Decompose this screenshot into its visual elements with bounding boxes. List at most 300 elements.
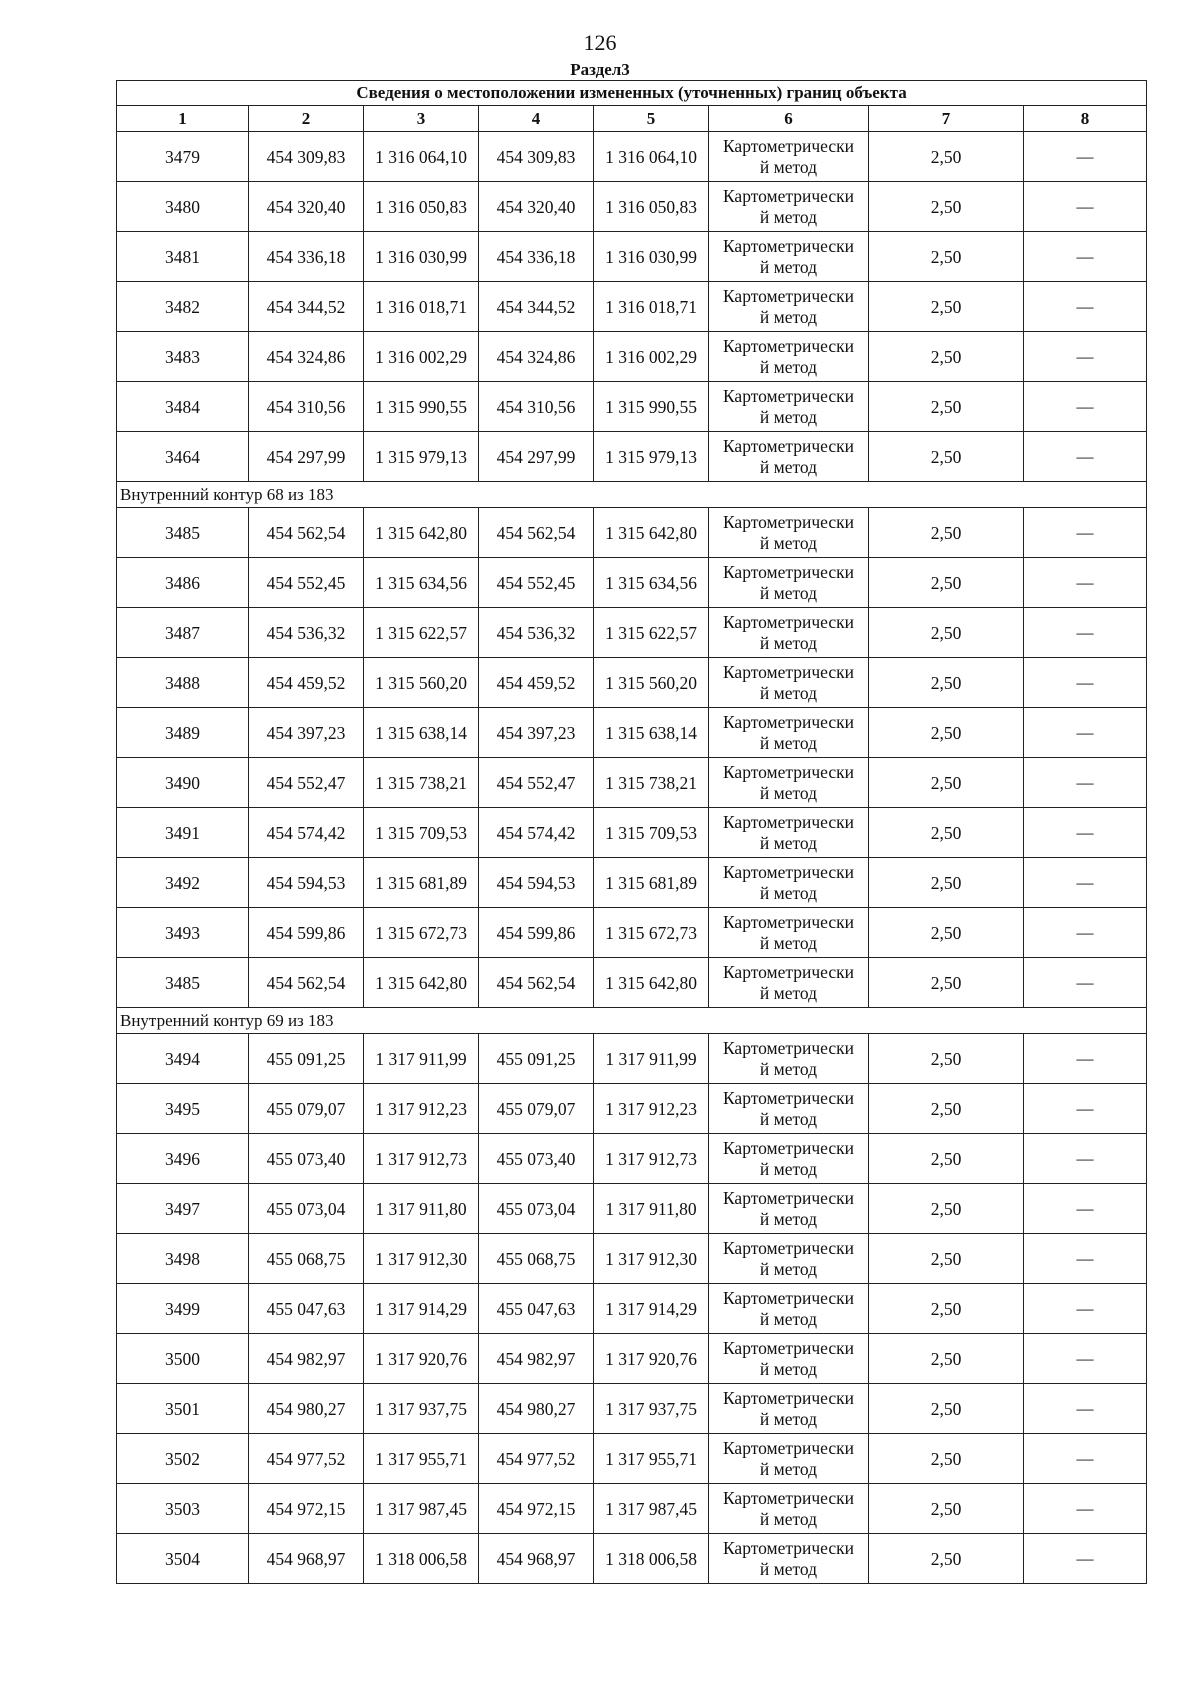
method-cell	[709, 432, 869, 482]
y-old-cell: 1 315 979,13	[364, 432, 479, 482]
x-new-cell: 454 309,83	[479, 132, 594, 182]
method-cell	[709, 808, 869, 858]
point-number-cell: 3495	[117, 1084, 249, 1134]
y-new-cell: 1 315 642,80	[594, 508, 709, 558]
y-new-cell: 1 317 937,75	[594, 1384, 709, 1434]
accuracy-cell: 2,50	[869, 282, 1024, 332]
y-new-cell: 1 317 912,30	[594, 1234, 709, 1284]
y-new-cell: 1 315 672,73	[594, 908, 709, 958]
x-old-cell: 454 574,42	[249, 808, 364, 858]
y-new-cell: 1 315 638,14	[594, 708, 709, 758]
point-number-cell: 3481	[117, 232, 249, 282]
x-new-cell: 455 073,40	[479, 1134, 594, 1184]
method-line: Картометрически	[722, 185, 855, 206]
table-row	[117, 558, 1147, 608]
method-line: й метод	[759, 306, 818, 327]
page-number: 126	[583, 30, 617, 55]
accuracy-cell: 2,50	[869, 182, 1024, 232]
y-old-cell: 1 315 672,73	[364, 908, 479, 958]
point-number-cell: 3488	[117, 658, 249, 708]
point-number-cell: 3489	[117, 708, 249, 758]
table-row	[117, 1234, 1147, 1284]
method-cell	[709, 858, 869, 908]
table-row	[117, 1284, 1147, 1334]
y-old-cell: 1 317 912,30	[364, 1234, 479, 1284]
table-row	[117, 282, 1147, 332]
method-line: й метод	[759, 932, 818, 953]
accuracy-cell: 2,50	[869, 1184, 1024, 1234]
column-header: 8	[1024, 106, 1147, 132]
accuracy-cell: 2,50	[869, 232, 1024, 282]
x-old-cell: 454 344,52	[249, 282, 364, 332]
table-row	[117, 382, 1147, 432]
contour-label: Внутренний контур 68 из 183	[117, 482, 1147, 508]
y-old-cell: 1 315 634,56	[364, 558, 479, 608]
point-number-cell: 3492	[117, 858, 249, 908]
description-cell: —	[1024, 908, 1147, 958]
contour-label: Внутренний контур 69 из 183	[117, 1008, 1147, 1034]
section-title: Раздел3	[570, 60, 630, 79]
x-new-cell: 454 459,52	[479, 658, 594, 708]
method-line: й метод	[759, 1458, 818, 1479]
description-cell: —	[1024, 432, 1147, 482]
x-new-cell: 454 980,27	[479, 1384, 594, 1434]
x-old-cell: 454 397,23	[249, 708, 364, 758]
y-new-cell: 1 315 738,21	[594, 758, 709, 808]
description-cell: —	[1024, 1234, 1147, 1284]
table-row	[117, 1334, 1147, 1384]
y-old-cell: 1 316 030,99	[364, 232, 479, 282]
y-old-cell: 1 315 642,80	[364, 958, 479, 1008]
method-line: й метод	[759, 682, 818, 703]
description-cell: —	[1024, 858, 1147, 908]
description-cell: —	[1024, 958, 1147, 1008]
method-cell	[709, 958, 869, 1008]
method-cell	[709, 332, 869, 382]
y-old-cell: 1 317 911,80	[364, 1184, 479, 1234]
boundary-table	[116, 80, 1147, 1584]
point-number-cell: 3486	[117, 558, 249, 608]
y-old-cell: 1 317 937,75	[364, 1384, 479, 1434]
accuracy-cell: 2,50	[869, 382, 1024, 432]
method-line: Картометрически	[722, 911, 855, 932]
y-old-cell: 1 317 912,23	[364, 1084, 479, 1134]
method-line: Картометрически	[722, 761, 855, 782]
y-new-cell: 1 315 642,80	[594, 958, 709, 1008]
x-old-cell: 454 324,86	[249, 332, 364, 382]
table-row	[117, 958, 1147, 1008]
x-new-cell: 454 599,86	[479, 908, 594, 958]
description-cell: —	[1024, 608, 1147, 658]
table-row	[117, 232, 1147, 282]
description-cell: —	[1024, 1334, 1147, 1384]
y-new-cell: 1 316 030,99	[594, 232, 709, 282]
method-line: й метод	[759, 1508, 818, 1529]
y-old-cell: 1 317 987,45	[364, 1484, 479, 1534]
point-number-cell: 3498	[117, 1234, 249, 1284]
y-old-cell: 1 317 920,76	[364, 1334, 479, 1384]
method-cell	[709, 1284, 869, 1334]
method-cell	[709, 908, 869, 958]
y-new-cell: 1 317 914,29	[594, 1284, 709, 1334]
accuracy-cell: 2,50	[869, 332, 1024, 382]
x-old-cell: 454 552,47	[249, 758, 364, 808]
table-row	[117, 908, 1147, 958]
column-header: 1	[117, 106, 249, 132]
table-row	[117, 132, 1147, 182]
x-new-cell: 454 310,56	[479, 382, 594, 432]
contour-header-row	[117, 1008, 1147, 1034]
x-new-cell: 454 344,52	[479, 282, 594, 332]
column-header: 7	[869, 106, 1024, 132]
x-old-cell: 455 047,63	[249, 1284, 364, 1334]
method-line: Картометрически	[722, 1037, 855, 1058]
method-cell	[709, 608, 869, 658]
accuracy-cell: 2,50	[869, 958, 1024, 1008]
table-row	[117, 608, 1147, 658]
x-old-cell: 454 552,45	[249, 558, 364, 608]
method-line: Картометрически	[722, 1487, 855, 1508]
accuracy-cell: 2,50	[869, 1134, 1024, 1184]
y-new-cell: 1 317 955,71	[594, 1434, 709, 1484]
column-header-row	[117, 106, 1147, 132]
method-line: й метод	[759, 406, 818, 427]
method-line: Картометрически	[722, 661, 855, 682]
method-line: й метод	[759, 832, 818, 853]
description-cell: —	[1024, 808, 1147, 858]
x-new-cell: 454 552,47	[479, 758, 594, 808]
method-line: й метод	[759, 1408, 818, 1429]
point-number-cell: 3479	[117, 132, 249, 182]
x-new-cell: 455 073,04	[479, 1184, 594, 1234]
y-new-cell: 1 315 990,55	[594, 382, 709, 432]
x-new-cell: 454 977,52	[479, 1434, 594, 1484]
point-number-cell: 3501	[117, 1384, 249, 1434]
accuracy-cell: 2,50	[869, 708, 1024, 758]
accuracy-cell: 2,50	[869, 1084, 1024, 1134]
y-old-cell: 1 318 006,58	[364, 1534, 479, 1584]
description-cell: —	[1024, 1434, 1147, 1484]
method-line: й метод	[759, 732, 818, 753]
x-new-cell: 454 968,97	[479, 1534, 594, 1584]
method-line: Картометрически	[722, 235, 855, 256]
x-old-cell: 455 068,75	[249, 1234, 364, 1284]
method-cell	[709, 1234, 869, 1284]
accuracy-cell: 2,50	[869, 1284, 1024, 1334]
accuracy-cell: 2,50	[869, 1434, 1024, 1484]
method-line: й метод	[759, 1258, 818, 1279]
accuracy-cell: 2,50	[869, 658, 1024, 708]
y-old-cell: 1 316 050,83	[364, 182, 479, 232]
x-new-cell: 455 068,75	[479, 1234, 594, 1284]
y-new-cell: 1 315 622,57	[594, 608, 709, 658]
table-caption: Сведения о местоположении измененных (уточненных) границ объекта	[117, 81, 1147, 106]
method-line: Картометрически	[722, 1537, 855, 1558]
description-cell: —	[1024, 1534, 1147, 1584]
y-old-cell: 1 315 738,21	[364, 758, 479, 808]
table-row	[117, 182, 1147, 232]
y-new-cell: 1 317 912,73	[594, 1134, 709, 1184]
y-new-cell: 1 315 681,89	[594, 858, 709, 908]
x-old-cell: 454 297,99	[249, 432, 364, 482]
point-number-cell: 3497	[117, 1184, 249, 1234]
method-line: Картометрически	[722, 861, 855, 882]
description-cell: —	[1024, 1384, 1147, 1434]
x-old-cell: 454 336,18	[249, 232, 364, 282]
y-old-cell: 1 316 064,10	[364, 132, 479, 182]
x-old-cell: 454 982,97	[249, 1334, 364, 1384]
description-cell: —	[1024, 1284, 1147, 1334]
x-new-cell: 454 324,86	[479, 332, 594, 382]
point-number-cell: 3504	[117, 1534, 249, 1584]
method-line: Картометрически	[722, 1287, 855, 1308]
method-line: Картометрически	[722, 1087, 855, 1108]
point-number-cell: 3494	[117, 1034, 249, 1084]
table-row	[117, 1134, 1147, 1184]
x-old-cell: 454 459,52	[249, 658, 364, 708]
x-old-cell: 454 320,40	[249, 182, 364, 232]
description-cell: —	[1024, 658, 1147, 708]
method-cell	[709, 1484, 869, 1534]
method-line: Картометрически	[722, 285, 855, 306]
method-cell	[709, 1534, 869, 1584]
method-cell	[709, 758, 869, 808]
point-number-cell: 3482	[117, 282, 249, 332]
y-new-cell: 1 315 709,53	[594, 808, 709, 858]
table-row	[117, 432, 1147, 482]
method-cell	[709, 1434, 869, 1484]
method-line: й метод	[759, 356, 818, 377]
description-cell: —	[1024, 132, 1147, 182]
y-old-cell: 1 315 560,20	[364, 658, 479, 708]
x-old-cell: 454 562,54	[249, 508, 364, 558]
table-row	[117, 1484, 1147, 1534]
x-old-cell: 454 968,97	[249, 1534, 364, 1584]
table-row	[117, 858, 1147, 908]
point-number-cell: 3500	[117, 1334, 249, 1384]
x-new-cell: 454 297,99	[479, 432, 594, 482]
x-old-cell: 454 599,86	[249, 908, 364, 958]
method-line: Картометрически	[722, 1137, 855, 1158]
y-new-cell: 1 317 911,99	[594, 1034, 709, 1084]
method-line: Картометрически	[722, 1337, 855, 1358]
y-new-cell: 1 315 634,56	[594, 558, 709, 608]
method-cell	[709, 1034, 869, 1084]
method-cell	[709, 232, 869, 282]
y-old-cell: 1 316 018,71	[364, 282, 479, 332]
y-old-cell: 1 315 681,89	[364, 858, 479, 908]
x-old-cell: 454 310,56	[249, 382, 364, 432]
description-cell: —	[1024, 1134, 1147, 1184]
method-cell	[709, 658, 869, 708]
method-cell	[709, 558, 869, 608]
accuracy-cell: 2,50	[869, 1384, 1024, 1434]
description-cell: —	[1024, 708, 1147, 758]
x-old-cell: 455 079,07	[249, 1084, 364, 1134]
y-new-cell: 1 317 920,76	[594, 1334, 709, 1384]
point-number-cell: 3485	[117, 958, 249, 1008]
point-number-cell: 3485	[117, 508, 249, 558]
description-cell: —	[1024, 1184, 1147, 1234]
method-line: Картометрически	[722, 811, 855, 832]
method-line: Картометрически	[722, 961, 855, 982]
y-old-cell: 1 315 622,57	[364, 608, 479, 658]
y-new-cell: 1 317 911,80	[594, 1184, 709, 1234]
description-cell: —	[1024, 232, 1147, 282]
method-line: Картометрически	[722, 335, 855, 356]
x-old-cell: 454 977,52	[249, 1434, 364, 1484]
x-new-cell: 454 972,15	[479, 1484, 594, 1534]
point-number-cell: 3503	[117, 1484, 249, 1534]
method-cell	[709, 382, 869, 432]
method-line: Картометрически	[722, 511, 855, 532]
x-new-cell: 454 594,53	[479, 858, 594, 908]
column-header: 3	[364, 106, 479, 132]
method-line: Картометрически	[722, 1437, 855, 1458]
x-old-cell: 454 980,27	[249, 1384, 364, 1434]
y-new-cell: 1 316 064,10	[594, 132, 709, 182]
x-old-cell: 454 972,15	[249, 1484, 364, 1534]
x-old-cell: 454 309,83	[249, 132, 364, 182]
x-old-cell: 455 073,40	[249, 1134, 364, 1184]
x-new-cell: 455 047,63	[479, 1284, 594, 1334]
method-line: й метод	[759, 982, 818, 1003]
method-line: Картометрически	[722, 611, 855, 632]
method-cell	[709, 132, 869, 182]
method-line: й метод	[759, 582, 818, 603]
accuracy-cell: 2,50	[869, 558, 1024, 608]
y-new-cell: 1 317 912,23	[594, 1084, 709, 1134]
method-cell	[709, 1134, 869, 1184]
method-line: й метод	[759, 1558, 818, 1579]
point-number-cell: 3493	[117, 908, 249, 958]
y-new-cell: 1 315 979,13	[594, 432, 709, 482]
column-header: 6	[709, 106, 869, 132]
x-new-cell: 454 336,18	[479, 232, 594, 282]
table-row	[117, 658, 1147, 708]
method-line: Картометрически	[722, 561, 855, 582]
method-cell	[709, 708, 869, 758]
y-new-cell: 1 316 050,83	[594, 182, 709, 232]
method-line: й метод	[759, 1308, 818, 1329]
contour-header-row	[117, 482, 1147, 508]
description-cell: —	[1024, 282, 1147, 332]
point-number-cell: 3502	[117, 1434, 249, 1484]
x-new-cell: 454 562,54	[479, 958, 594, 1008]
accuracy-cell: 2,50	[869, 508, 1024, 558]
y-old-cell: 1 315 709,53	[364, 808, 479, 858]
table-row	[117, 808, 1147, 858]
accuracy-cell: 2,50	[869, 858, 1024, 908]
point-number-cell: 3483	[117, 332, 249, 382]
method-line: й метод	[759, 1358, 818, 1379]
method-line: Картометрически	[722, 1187, 855, 1208]
table-row	[117, 1084, 1147, 1134]
point-number-cell: 3491	[117, 808, 249, 858]
method-line: Картометрически	[722, 1387, 855, 1408]
accuracy-cell: 2,50	[869, 1034, 1024, 1084]
x-new-cell: 454 574,42	[479, 808, 594, 858]
table-row	[117, 758, 1147, 808]
y-old-cell: 1 317 912,73	[364, 1134, 479, 1184]
description-cell: —	[1024, 758, 1147, 808]
method-line: й метод	[759, 256, 818, 277]
accuracy-cell: 2,50	[869, 1234, 1024, 1284]
point-number-cell: 3496	[117, 1134, 249, 1184]
x-old-cell: 455 091,25	[249, 1034, 364, 1084]
x-old-cell: 455 073,04	[249, 1184, 364, 1234]
accuracy-cell: 2,50	[869, 432, 1024, 482]
method-line: Картометрически	[722, 385, 855, 406]
method-cell	[709, 282, 869, 332]
x-new-cell: 455 079,07	[479, 1084, 594, 1134]
y-old-cell: 1 317 911,99	[364, 1034, 479, 1084]
point-number-cell: 3480	[117, 182, 249, 232]
method-line: й метод	[759, 1158, 818, 1179]
accuracy-cell: 2,50	[869, 908, 1024, 958]
method-line: й метод	[759, 456, 818, 477]
accuracy-cell: 2,50	[869, 1334, 1024, 1384]
point-number-cell: 3499	[117, 1284, 249, 1334]
point-number-cell: 3490	[117, 758, 249, 808]
x-new-cell: 454 320,40	[479, 182, 594, 232]
description-cell: —	[1024, 1484, 1147, 1534]
table-row	[117, 708, 1147, 758]
x-old-cell: 454 594,53	[249, 858, 364, 908]
column-header: 4	[479, 106, 594, 132]
method-cell	[709, 182, 869, 232]
method-line: Картометрически	[722, 1237, 855, 1258]
method-line: й метод	[759, 782, 818, 803]
x-new-cell: 454 562,54	[479, 508, 594, 558]
table-row	[117, 1034, 1147, 1084]
description-cell: —	[1024, 508, 1147, 558]
method-cell	[709, 1384, 869, 1434]
method-line: й метод	[759, 632, 818, 653]
point-number-cell: 3487	[117, 608, 249, 658]
table-row	[117, 1434, 1147, 1484]
x-new-cell: 454 397,23	[479, 708, 594, 758]
method-line: й метод	[759, 882, 818, 903]
description-cell: —	[1024, 1034, 1147, 1084]
y-old-cell: 1 315 638,14	[364, 708, 479, 758]
point-number-cell: 3484	[117, 382, 249, 432]
table-row	[117, 332, 1147, 382]
column-header: 5	[594, 106, 709, 132]
description-cell: —	[1024, 1084, 1147, 1134]
method-cell	[709, 1184, 869, 1234]
description-cell: —	[1024, 382, 1147, 432]
table-row	[117, 1384, 1147, 1434]
method-line: й метод	[759, 532, 818, 553]
table-caption-row	[117, 81, 1147, 106]
method-line: й метод	[759, 1208, 818, 1229]
y-new-cell: 1 318 006,58	[594, 1534, 709, 1584]
description-cell: —	[1024, 332, 1147, 382]
accuracy-cell: 2,50	[869, 1484, 1024, 1534]
y-old-cell: 1 317 955,71	[364, 1434, 479, 1484]
description-cell: —	[1024, 182, 1147, 232]
y-old-cell: 1 316 002,29	[364, 332, 479, 382]
column-header: 2	[249, 106, 364, 132]
y-new-cell: 1 315 560,20	[594, 658, 709, 708]
y-old-cell: 1 315 642,80	[364, 508, 479, 558]
method-line: Картометрически	[722, 711, 855, 732]
table-row	[117, 1184, 1147, 1234]
method-line: й метод	[759, 206, 818, 227]
method-cell	[709, 1334, 869, 1384]
point-number-cell: 3464	[117, 432, 249, 482]
